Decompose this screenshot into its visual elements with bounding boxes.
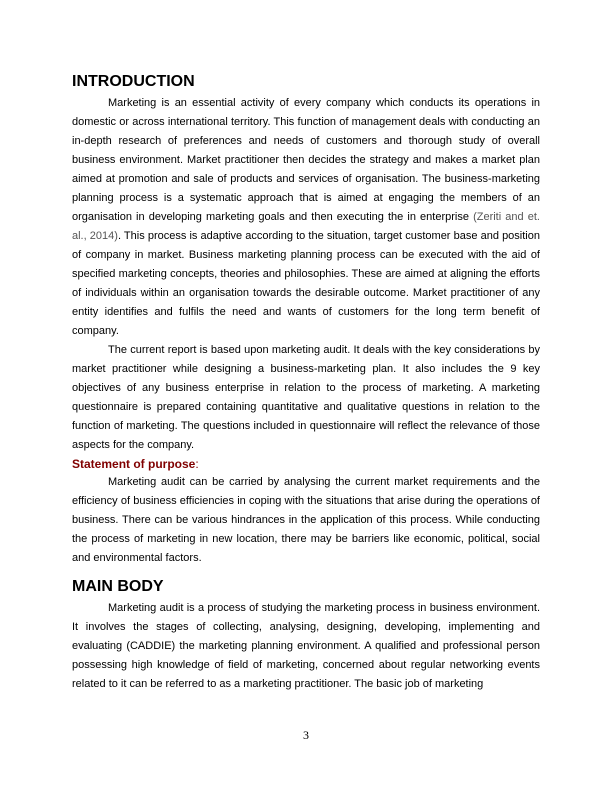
introduction-paragraph-1 [72,94,540,341]
introduction-paragraph-2: The current report is based upon marketing audit. It deals with the key considerations by market practitioner while designing a business-marketing plan. It also includes the 9 key objectives of any business enterprise in relation to the process of marketing. A marketing questionnaire is prepared containing quantitative and qualitative questions in relation to the function of marketing. The questions included in questionnaire will reflect the relevance of those aspects for the company. [72,344,540,451]
introduction-heading: INTRODUCTION [72,73,195,90]
main-body-paragraph-1: Marketing audit is a process of studying the marketing process in business environment. It involves the stages of collecting, analysing, designing, developing, implementing and evaluating (CADDIE) the marketing planning environment. A qualified and professional person possessing high knowledge of field of marketing, concerned about regular networking events related to it can be referred to as a marketing practitioner. The basic job of marketing [72,602,540,690]
statement-of-purpose-heading [72,455,540,473]
page-content [72,72,540,694]
statement-of-purpose-paragraph: Marketing audit can be carried by analysing the current market requirements and the efficiency of business efficiencies in coping with the situations that arise during the operations of business. There can be various hindrances in the application of this process. While conducting the process of marketing in new location, there may be barriers like economic, political, social and environmental factors. [72,476,540,564]
introduction-paragraph-1-text-a: Marketing is an essential activity of every company which conducts its operations in domestic or across international territory. This function of management deals with conducting an in-depth research of preferences and needs of customers and thorough study of overall business environment. Market practitioner then decides the strategy and makes a market plan aimed at promotion and sale of products and services of organisation. The business-marketing planning process is a systematic approach that is aimed at engaging the members of an organisation in developing marketing goals and then executing the in enterprise [72,97,540,223]
statement-of-purpose-colon: : [195,457,199,471]
statement-of-purpose-label: Statement of purpose [72,457,196,471]
citation-zeriti: (Zeriti and et. al., 2014) [72,211,540,242]
introduction-paragraph-1-text-b: . This process is adaptive according to the situation, target customer base and position of company in market. Business marketing planning process can be executed with the aid of specified marketing concepts, theories and philosophies. These are aimed at aligning the efforts of individuals within an organisation towards the desirable outcome. Market practitioner of any entity identifies and fulfils the need and wants of customers for the long term benefit of company. [72,230,540,337]
main-body-heading: MAIN BODY [72,578,164,595]
page-number: 3 [303,728,309,742]
section-spacer [72,568,540,577]
